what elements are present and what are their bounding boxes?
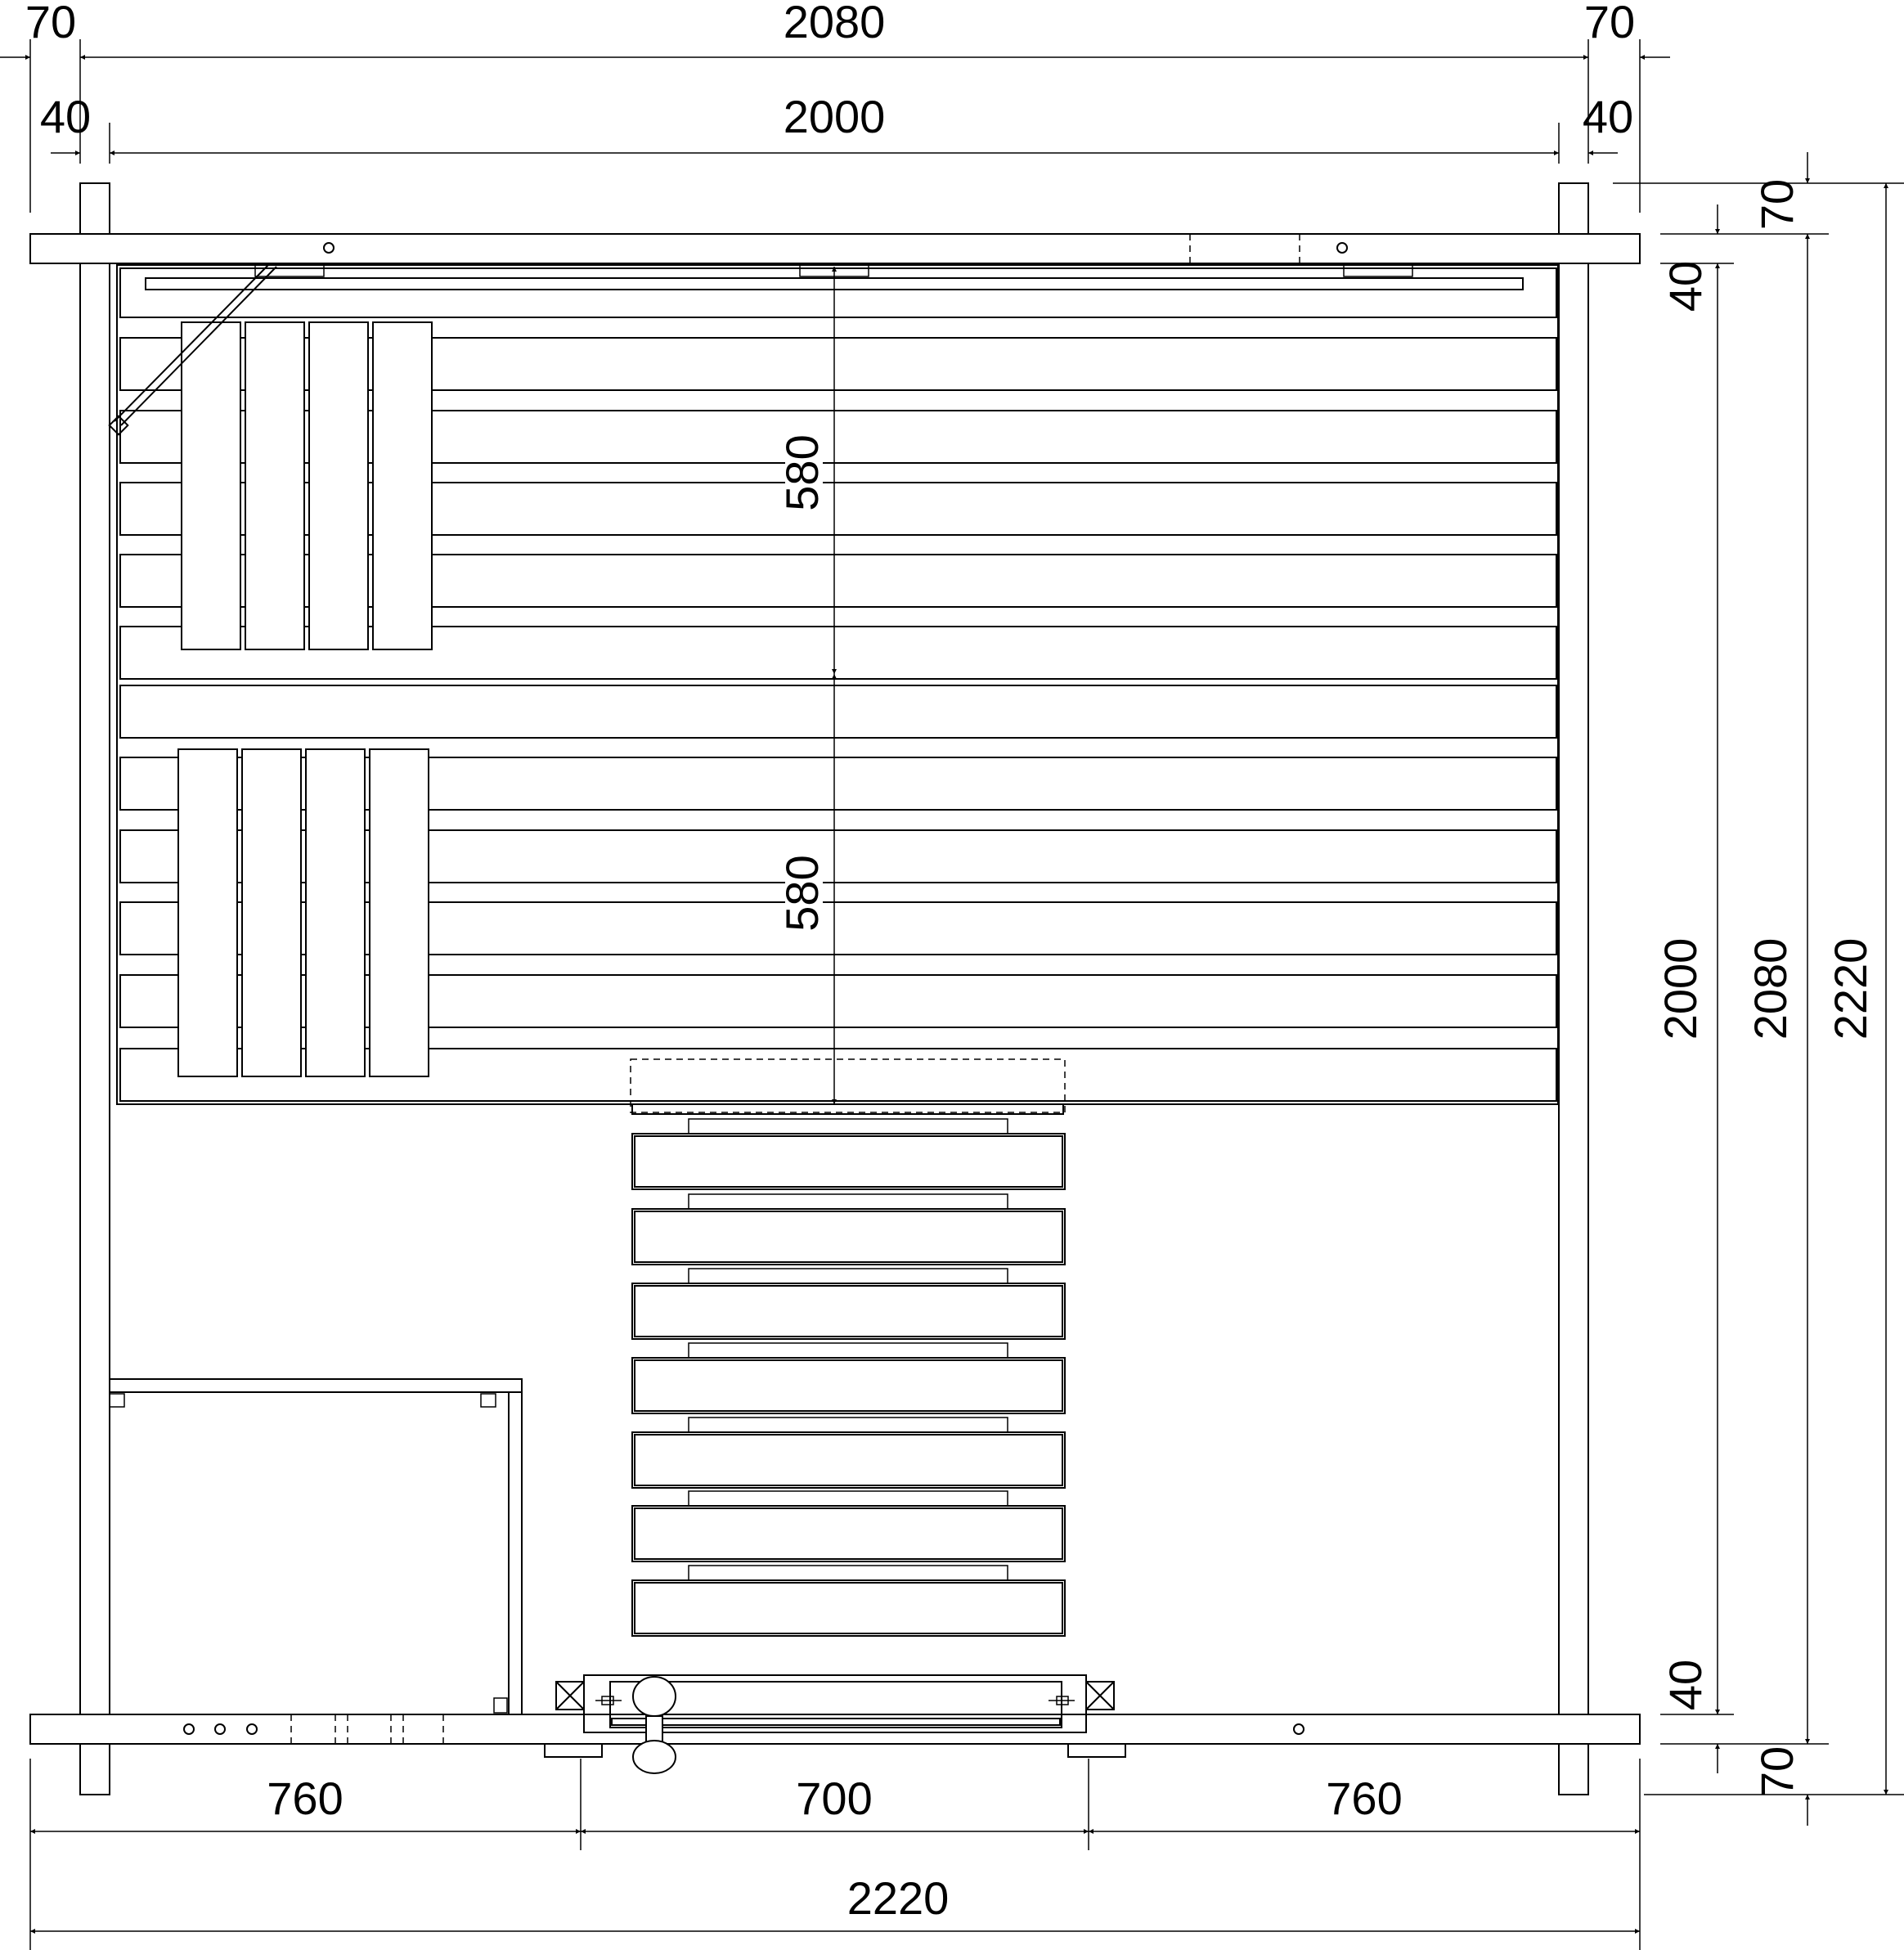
door-foot-left: [545, 1744, 602, 1757]
duckboard-batten: [689, 1491, 1008, 1506]
dim-label-right-middle: 2080: [1745, 937, 1796, 1040]
top-beam: [30, 234, 1640, 263]
duckboard-slat: [632, 1209, 1065, 1265]
duckboard-slat: [632, 1580, 1065, 1636]
dim-label-right-bottom-inner: 40: [1659, 1659, 1711, 1711]
door-handle-icon: [633, 1677, 676, 1716]
duckboard-slat: [632, 1283, 1065, 1339]
door-handle-icon: [633, 1741, 676, 1773]
stove-bracket: [494, 1698, 507, 1713]
duckboard-slat-inner: [635, 1136, 1062, 1187]
duckboard-slat-inner: [635, 1583, 1062, 1633]
dim-label-bench-lower: 580: [776, 855, 828, 932]
duckboard-batten: [689, 1194, 1008, 1209]
duckboard-slat-inner: [635, 1508, 1062, 1559]
stove-bracket: [481, 1394, 496, 1407]
duckboard-batten: [689, 1418, 1008, 1432]
dim-label-top-inner-left: 40: [39, 91, 92, 142]
left-post: [80, 183, 110, 1795]
stove-guard: [110, 1379, 522, 1392]
dim-label-top-overall: 2080: [783, 0, 886, 47]
dim-label-top-inner: 2000: [783, 91, 886, 142]
bench-slat: [120, 268, 1556, 317]
floor-duckboard: [631, 1059, 1065, 1636]
duckboard-slat: [632, 1134, 1065, 1189]
headrest-slat: [182, 322, 240, 649]
dim-label-right-overall: 2220: [1825, 937, 1876, 1040]
bench-slat: [120, 685, 1556, 738]
duckboard-batten: [689, 1566, 1008, 1580]
duckboard-batten: [689, 1119, 1008, 1134]
duckboard-slat-inner: [635, 1211, 1062, 1262]
door: [545, 1675, 1125, 1773]
door-foot-right: [1068, 1744, 1125, 1757]
rail-bracket: [1344, 265, 1412, 276]
stove-area: [110, 1379, 522, 1714]
dim-label-right-bottom-outer: 70: [1751, 1746, 1803, 1798]
duckboard-slat: [632, 1506, 1065, 1561]
headrest-slat: [245, 322, 304, 649]
dim-label-right-top-inner: 40: [1659, 260, 1711, 312]
dim-label-bottom-right: 760: [1326, 1773, 1403, 1824]
headrest-slat: [370, 749, 429, 1076]
duckboard-slat-inner: [635, 1435, 1062, 1485]
headrest-slat: [242, 749, 301, 1076]
dim-label-bottom-left: 760: [267, 1773, 344, 1824]
dim-label-right-inner: 2000: [1655, 937, 1706, 1040]
stove-bracket: [110, 1394, 124, 1407]
dim-label-top-inner-right: 40: [1582, 91, 1634, 142]
duckboard-batten: [689, 1269, 1008, 1283]
dim-label-bottom-overall: 2220: [846, 1872, 950, 1924]
headrest-slat: [309, 322, 368, 649]
headrest-slat: [373, 322, 432, 649]
headrest-slat: [306, 749, 365, 1076]
duckboard-slat-inner: [635, 1286, 1062, 1337]
headrest-slat: [178, 749, 237, 1076]
duckboard-slat: [632, 1432, 1065, 1488]
duckboard-slat-inner: [635, 1360, 1062, 1411]
duckboard-slat: [632, 1358, 1065, 1413]
dim-label-top-outer-right: 70: [1583, 0, 1636, 47]
right-post: [1559, 183, 1588, 1795]
duckboard-slats: [632, 1119, 1065, 1636]
headrest-upper: [182, 322, 432, 649]
duckboard-batten: [689, 1343, 1008, 1358]
stove-guard-side: [509, 1392, 522, 1714]
dim-label-top-outer-left: 70: [25, 0, 77, 47]
hanger-clip: [110, 416, 128, 435]
dim-label-bottom-door: 700: [796, 1773, 873, 1824]
dim-label-bench-upper: 580: [776, 434, 828, 511]
dim-label-right-top-outer: 70: [1751, 178, 1803, 231]
